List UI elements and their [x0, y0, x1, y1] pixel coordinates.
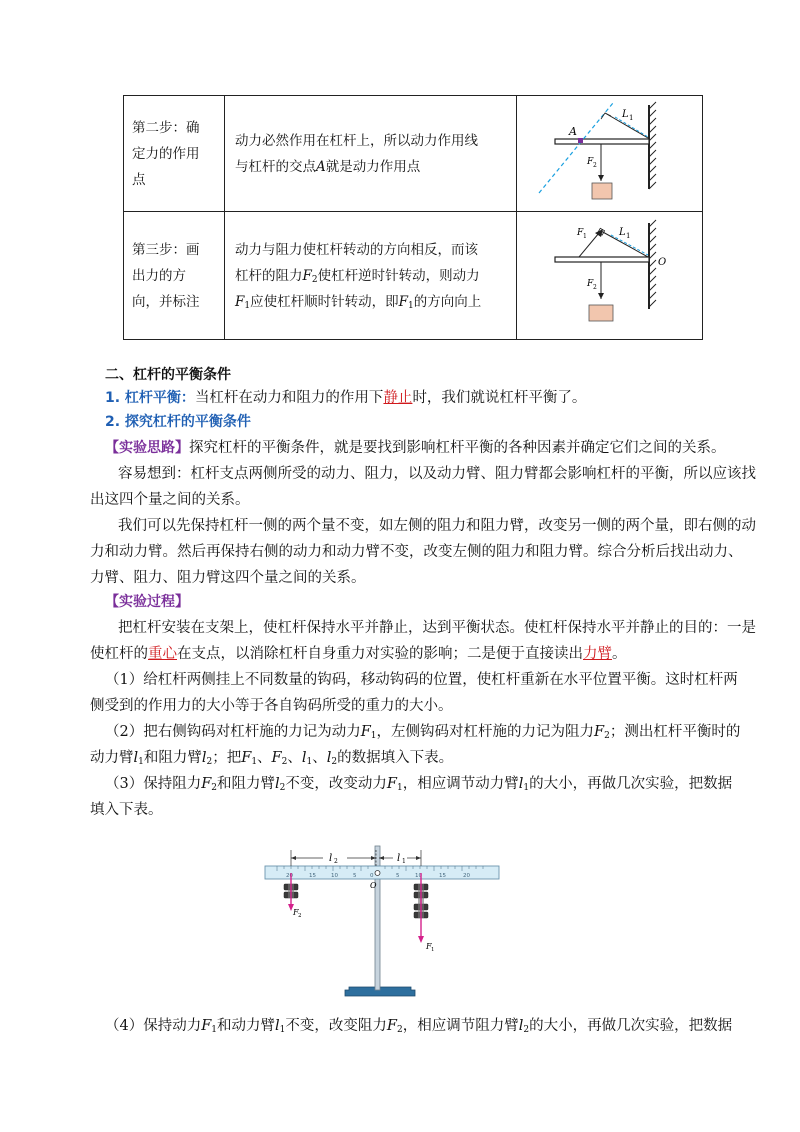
- step-name-cell: [124, 212, 225, 340]
- label-L1-sub: 1: [626, 231, 631, 240]
- text: 和动力臂: [217, 1018, 276, 1034]
- label-F1: F: [426, 942, 432, 951]
- var-l: l: [326, 750, 332, 766]
- var-sub: 2: [211, 783, 218, 793]
- label-F1-sub: 1: [583, 232, 587, 240]
- var-sub: 2: [281, 757, 288, 767]
- para-line: [90, 642, 627, 666]
- desc-text: 应使杠杆顺时针转动，即: [250, 293, 399, 310]
- table-row: [124, 212, 703, 340]
- text: ；把: [212, 750, 242, 766]
- var-sub: 2: [396, 1025, 403, 1035]
- para-line: 力臂、阻力、阻力臂这四个量之间的关系。: [90, 570, 366, 586]
- para-line: 容易想到：杠杆支点两侧所受的动力、阻力，以及动力臂、阻力臂都会影响杠杆的平衡，所以应该找: [118, 466, 756, 482]
- var-l: l: [301, 750, 307, 766]
- label-l1-sub: 1: [402, 858, 406, 865]
- var-sub: 1: [251, 757, 258, 767]
- var-F: F: [386, 1018, 397, 1034]
- text: 的大小，再做几次实验，把数据: [529, 776, 733, 792]
- var-sub: 2: [523, 1025, 530, 1035]
- text: ；测出杠杆平衡时的: [609, 724, 741, 740]
- para-line: 力和动力臂。然后再保持右侧的动力和动力臂不变，改变左侧的阻力和阻力臂。综合分析后找出动力、: [90, 544, 743, 560]
- idea-text: 探究杠杆的平衡条件，就是要找到影响杠杆平衡的各种因素并确定它们之间的关系。: [189, 440, 726, 456]
- text: 、: [257, 750, 272, 766]
- text: 不变，改变动力: [285, 776, 387, 792]
- var-F: F: [398, 293, 408, 310]
- item-1-text: 时，我们就说杠杆平衡了。: [412, 390, 587, 406]
- step-4-line: [105, 1014, 732, 1038]
- label-L1-sub: 1: [629, 113, 634, 122]
- var-F: F: [241, 750, 252, 766]
- var-sub: 1: [370, 731, 377, 741]
- var-sub: 1: [523, 783, 530, 793]
- desc-text: 使杠杆逆时针转动，则动力: [317, 267, 480, 284]
- step-3-line: 填入下表。: [90, 802, 163, 818]
- step-desc-cell: [225, 96, 517, 212]
- label-F2-sub: 2: [298, 913, 302, 919]
- var-l: l: [201, 750, 207, 766]
- desc-text: 杠杆的阻力: [235, 267, 303, 284]
- step-3-line: [105, 772, 732, 796]
- var-sub: 1: [138, 757, 144, 767]
- lever-diagram-step2: [517, 97, 701, 211]
- keyword-center-of-gravity: 重心: [148, 646, 177, 662]
- table-row: [124, 96, 703, 212]
- step-name-line: 点: [132, 171, 146, 188]
- idea-label: 【实验思路】: [105, 440, 189, 456]
- step-name-cell: [124, 96, 225, 212]
- para-line: 出这四个量之间的关系。: [90, 492, 250, 508]
- step-2-line: [90, 746, 453, 770]
- text: （3）保持阻力: [105, 776, 202, 792]
- var-sub: 2: [206, 757, 213, 767]
- tick-label: 20: [286, 873, 293, 879]
- para-line: 我们可以先保持杠杆一侧的两个量不变，如左侧的阻力和阻力臂，改变另一侧的两个量，即右侧的动: [118, 518, 756, 534]
- section-title: 二、杠杆的平衡条件: [105, 367, 231, 383]
- var-sub: 1: [279, 1025, 286, 1035]
- var-sub: 2: [311, 274, 318, 285]
- var-F: F: [201, 1018, 212, 1034]
- var-l: l: [518, 1018, 524, 1034]
- tick-label: 5: [396, 873, 400, 879]
- var-A: A: [316, 158, 326, 175]
- label-O: O: [658, 256, 667, 268]
- tick-label: 15: [309, 873, 316, 879]
- text: （4）保持动力: [105, 1018, 202, 1034]
- item-1: [105, 386, 586, 410]
- tick-label: 0: [370, 873, 374, 879]
- label-l2: l: [329, 853, 333, 864]
- var-l: l: [275, 776, 280, 792]
- label-F2-sub: 2: [593, 161, 597, 169]
- pivot-label-O: O: [370, 881, 377, 890]
- label-F1: F: [577, 227, 584, 238]
- step-desc-line: 动力必然作用在杠杆上，所以动力作用线: [235, 132, 478, 149]
- text: 使杠杆的: [90, 646, 148, 662]
- step-1-line: （1）给杠杆两侧挂上不同数量的钩码，移动钩码的位置，使杠杆重新在水平位置平衡。这时杠杆两: [105, 672, 738, 688]
- var-F: F: [360, 724, 371, 740]
- tick-label: 10: [415, 873, 422, 879]
- item-2: 2. 探究杠杆的平衡条件: [105, 414, 251, 430]
- keyword-lever-arm: 力臂: [583, 646, 612, 662]
- var-F: F: [235, 293, 245, 310]
- text: 的数据填入下表。: [337, 750, 454, 766]
- text: 的大小，再做几次实验，把数据: [529, 1018, 733, 1034]
- var-sub: 1: [244, 300, 251, 311]
- var-F: F: [594, 724, 605, 740]
- var-sub: 2: [604, 731, 610, 741]
- desc-text: 与杠杆的交点: [235, 158, 316, 175]
- label-F2-sub: 2: [593, 283, 597, 291]
- process-label: 【实验过程】: [105, 594, 189, 610]
- var-l: l: [518, 776, 524, 792]
- step-figure-cell: [517, 96, 703, 212]
- label-l1: l: [397, 853, 401, 864]
- text: 、: [287, 750, 302, 766]
- step-name-line: 定力的作用: [132, 145, 200, 162]
- label-l2-sub: 2: [334, 858, 338, 865]
- step-name-line: 出力的方: [132, 267, 186, 284]
- step-desc-line: [235, 263, 510, 289]
- tick-label: 10: [331, 873, 338, 879]
- item-1-text: 当杠杆在动力和阻力的作用下: [194, 390, 384, 406]
- text: ，相应调节动力臂: [402, 776, 519, 792]
- text: ，左侧钩码对杠杆施的力记为阻力: [376, 724, 595, 740]
- tick-label: 20: [463, 873, 470, 879]
- var-F: F: [302, 267, 312, 284]
- step-name-line: 向，并标注: [132, 293, 200, 310]
- var-sub: 1: [407, 300, 414, 311]
- var-sub: 1: [396, 783, 403, 793]
- keyword-still: 静止: [383, 390, 413, 406]
- item-1-label: 1. 杠杆平衡：: [105, 390, 195, 406]
- text: 。: [612, 646, 627, 662]
- tick-label: 15: [439, 873, 446, 879]
- para-line: 把杠杆安装在支架上，使杠杆保持水平并静止，达到平衡状态。使杠杆保持水平并静止的目的：一是: [118, 620, 756, 636]
- lever-experiment-figure: [255, 832, 515, 1004]
- text: （2）把右侧钩码对杠杆施的力记为动力: [105, 724, 361, 740]
- var-sub: 2: [331, 757, 338, 767]
- text: 不变，改变阻力: [285, 1018, 387, 1034]
- step-figure-cell: [517, 212, 703, 340]
- label-L1: L: [622, 108, 629, 120]
- step-name-line: 第二步：确: [132, 119, 200, 136]
- text: 在支点，以消除杠杆自身重力对实验的影响；二是便于直接读出: [177, 646, 583, 662]
- var-F: F: [201, 776, 212, 792]
- text: 和阻力臂: [217, 776, 276, 792]
- experiment-idea: [105, 436, 726, 460]
- var-sub: 1: [306, 757, 313, 767]
- step-desc-line: [235, 289, 510, 315]
- lever-diagram-step3: [517, 213, 701, 339]
- tick-label: 5: [353, 873, 357, 879]
- var-sub: 2: [279, 783, 286, 793]
- label-F2: F: [293, 908, 299, 917]
- var-l: l: [133, 750, 139, 766]
- text: 、: [312, 750, 327, 766]
- label-F1-sub: 1: [431, 947, 435, 953]
- var-F: F: [386, 776, 397, 792]
- desc-text: 的方向向上: [413, 293, 482, 310]
- label-A: A: [569, 124, 577, 138]
- var-sub: 1: [211, 1025, 218, 1035]
- step-name-line: 第三步：画: [132, 241, 200, 258]
- var-l: l: [275, 1018, 280, 1034]
- var-F: F: [271, 750, 282, 766]
- label-F2: F: [587, 278, 594, 289]
- step-desc-line: [235, 154, 510, 180]
- label-F2: F: [587, 156, 594, 167]
- step-1-line: 侧受到的作用力的大小等于各自钩码所受的重力的大小。: [90, 698, 453, 714]
- text: ，相应调节阻力臂: [402, 1018, 519, 1034]
- text: 动力臂: [90, 750, 134, 766]
- step-desc-cell: [225, 212, 517, 340]
- lever-steps-table: [123, 95, 703, 340]
- step-desc-line: 动力与阻力使杠杆转动的方向相反，而该: [235, 241, 478, 258]
- text: 和阻力臂: [143, 750, 202, 766]
- step-2-line: [105, 720, 740, 744]
- label-L1: L: [619, 226, 626, 238]
- desc-text: 就是动力作用点: [325, 158, 421, 175]
